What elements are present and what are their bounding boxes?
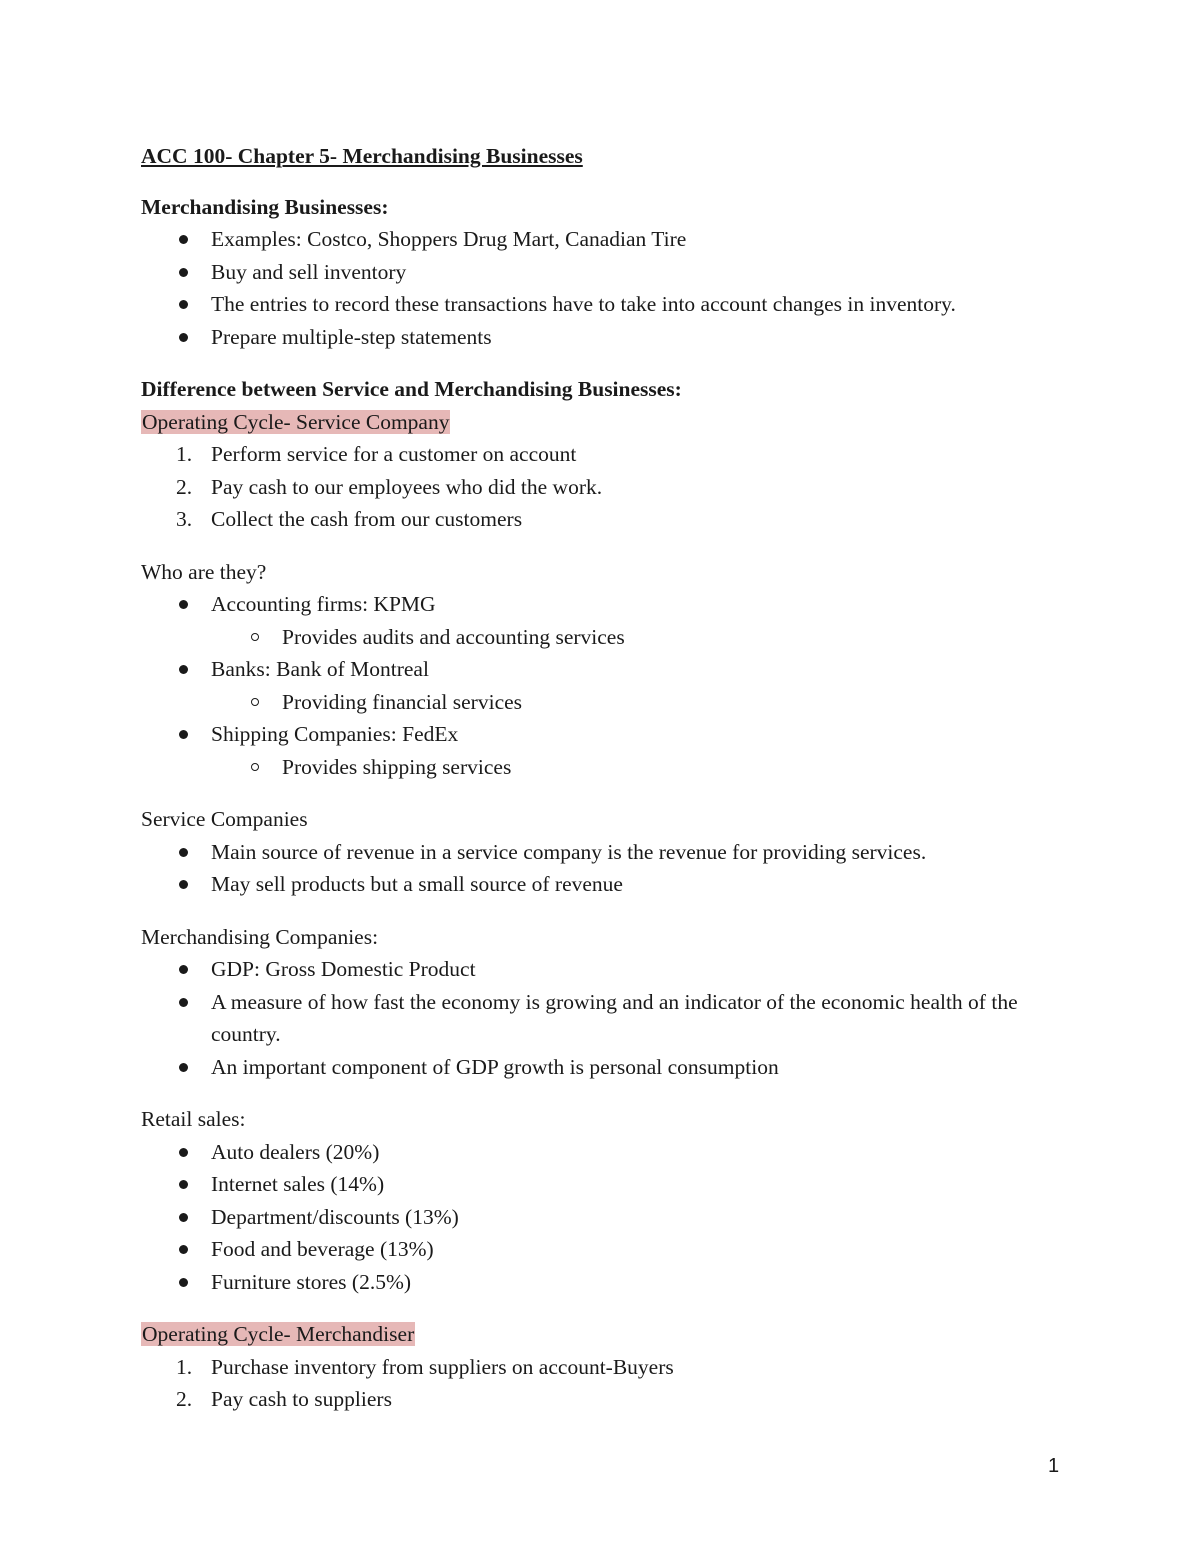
sub-list-item: Providing financial services — [141, 686, 1061, 719]
bullet-icon — [179, 600, 188, 609]
bullet-icon — [179, 1063, 188, 1072]
bullet-icon — [179, 300, 188, 309]
list-item: Examples: Costco, Shoppers Drug Mart, Canadian Tire — [141, 223, 1061, 256]
list-item: 2. Pay cash to our employees who did the work. — [176, 474, 603, 499]
list-item: Prepare multiple-step statements — [141, 321, 1061, 354]
bullet-icon — [179, 880, 188, 889]
highlighted-text: Operating Cycle- Service Company — [142, 409, 450, 434]
highlighted-text: Operating Cycle- Merchandiser — [142, 1322, 415, 1346]
difference-heading: Difference between Service and Merchandising Businesses: — [141, 377, 682, 401]
retail-sales-label: Retail sales: — [141, 1107, 246, 1131]
list-item: Buy and sell inventory — [141, 256, 1061, 289]
bullet-icon — [179, 1148, 188, 1157]
service-companies-label: Service Companies — [141, 807, 308, 831]
list-item: Department/discounts (13%) — [141, 1201, 1061, 1234]
list-item: A measure of how fast the economy is growing and an indicator of the economic health of the country. — [141, 986, 1061, 1051]
spacer — [141, 536, 1061, 556]
list-item: Furniture stores (2.5%) — [141, 1266, 1061, 1299]
bullet-icon — [179, 848, 188, 857]
bullet-icon — [179, 1278, 188, 1287]
spacer — [141, 1298, 1061, 1318]
bullet-icon — [179, 268, 188, 277]
merchandising-companies-label: Merchandising Companies: — [141, 924, 379, 949]
service-companies-bullets — [141, 836, 1061, 901]
list-item: 2. Pay cash to suppliers — [176, 1387, 392, 1411]
list-item: 1. Perform service for a customer on account — [176, 442, 577, 466]
spacer — [141, 783, 1061, 803]
sub-list-item: Provides shipping services — [141, 751, 1061, 784]
bullet-icon — [179, 333, 188, 342]
spacer — [141, 353, 1061, 373]
bullet-icon — [179, 1213, 188, 1222]
document-body — [141, 140, 1061, 1416]
sub-bullet-icon — [251, 763, 259, 771]
list-item: 3. Collect the cash from our customers — [176, 507, 523, 531]
list-item: The entries to record these transactions have to take into account changes in inventory. — [141, 288, 1061, 321]
bullet-icon — [179, 1245, 188, 1254]
merchandising-companies-bullets — [141, 953, 1061, 1083]
page-number: 1 — [1048, 1455, 1060, 1477]
list-item: Shipping Companies: FedEx — [141, 718, 1061, 751]
who-list — [141, 588, 1061, 783]
merchandising-heading: Merchandising Businesses: — [141, 194, 389, 219]
bullet-icon — [179, 730, 188, 739]
document-title: ACC 100- Chapter 5- Merchandising Businesses — [141, 144, 583, 168]
sub-list-item: Provides audits and accounting services — [141, 621, 1061, 654]
spacer — [141, 1083, 1061, 1103]
sub-bullet-icon — [251, 698, 259, 706]
list-item: Internet sales (14%) — [141, 1168, 1061, 1201]
list-item: May sell products but a small source of revenue — [141, 868, 1061, 901]
service-cycle-steps — [141, 438, 1061, 536]
merchandiser-cycle-steps — [141, 1351, 1061, 1416]
list-item: GDP: Gross Domestic Product — [141, 953, 1061, 986]
bullet-icon — [179, 1180, 188, 1189]
bullet-icon — [179, 665, 188, 674]
merchandiser-cycle-label — [141, 1318, 1061, 1351]
list-item: An important component of GDP growth is personal consumption — [141, 1051, 1061, 1084]
service-cycle-label — [141, 406, 1061, 439]
bullet-icon — [179, 998, 188, 1007]
merchandising-bullets — [141, 223, 1061, 353]
bullet-icon — [179, 235, 188, 244]
list-item: Accounting firms: KPMG — [141, 588, 1061, 621]
who-label: Who are they? — [141, 559, 267, 584]
list-item: Main source of revenue in a service company is the revenue for providing services. — [141, 836, 1061, 869]
list-item: 1. Purchase inventory from suppliers on account-Buyers — [176, 1354, 674, 1379]
bullet-icon — [179, 965, 188, 974]
list-item: Auto dealers (20%) — [141, 1136, 1061, 1169]
list-item: Banks: Bank of Montreal — [141, 653, 1061, 686]
list-item: Food and beverage (13%) — [141, 1233, 1061, 1266]
sub-bullet-icon — [251, 633, 259, 641]
retail-sales-bullets — [141, 1136, 1061, 1299]
spacer — [141, 901, 1061, 921]
